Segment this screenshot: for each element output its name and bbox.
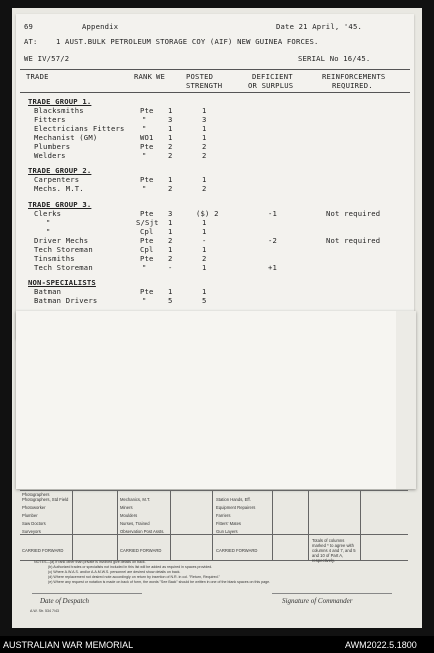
trade-cell: Tinsmiths xyxy=(34,254,75,263)
group-title: TRADE GROUP 2. xyxy=(28,166,92,175)
form-rule xyxy=(20,534,408,535)
rank-cell: S/Sjt xyxy=(136,218,159,227)
note-line: (d) Where replacement not desired note accordingly on return by insertion of N.R. in col. "Return, Required." xyxy=(48,575,220,579)
appendix-code: 69 xyxy=(24,22,34,31)
posted-cell: 1 xyxy=(202,287,207,296)
we-cell: 1 xyxy=(168,175,173,184)
we-cell: 1 xyxy=(168,227,173,236)
form-item: Equipment Repairers xyxy=(216,505,256,510)
form-divider xyxy=(360,490,361,560)
rank-cell: Cpl xyxy=(140,245,154,254)
posted-cell: 1 xyxy=(202,124,207,133)
form-item: Photoworker xyxy=(22,505,46,510)
deficient-cell: -1 xyxy=(268,209,278,218)
we-cell: 2 xyxy=(168,151,173,160)
trade-cell: " xyxy=(46,218,51,227)
col-deficient-2: OR SURPLUS xyxy=(248,81,294,90)
printed-form xyxy=(20,490,410,566)
trade-cell: " xyxy=(46,227,51,236)
archive-credit: AUSTRALIAN WAR MEMORIAL xyxy=(3,640,134,650)
form-item: Nurses, Trained xyxy=(120,521,150,526)
col-reinforcements: REINFORCEMENTS xyxy=(322,72,386,81)
trade-cell: Mechanist (GM) xyxy=(34,133,98,142)
appendix-label: Appendix xyxy=(82,22,119,31)
posted-cell: 2 xyxy=(202,254,207,263)
note-line: (b) Authorized trades or specialists not included in this list will be added as required in spaces provided. xyxy=(48,565,213,569)
paper-fold xyxy=(396,311,416,489)
posted-cell: 1 xyxy=(202,175,207,184)
form-item: Gun Layers xyxy=(216,529,238,534)
rank-cell: Pte xyxy=(140,175,154,184)
trade-cell: Plumbers xyxy=(34,142,71,151)
form-rule xyxy=(20,490,408,491)
form-item: Observation Post Assts. xyxy=(120,529,165,534)
form-item: Farriers xyxy=(216,513,231,518)
col-deficient: DEFICIENT xyxy=(252,72,293,81)
posted-cell: 1 xyxy=(202,245,207,254)
col-trade: TRADE xyxy=(26,72,49,81)
posted-cell: 2 xyxy=(202,142,207,151)
carried-forward-label: CARRIED FORWARD xyxy=(216,548,258,553)
col-reinforcements-2: REQUIRED. xyxy=(332,81,373,90)
form-item: Photographers xyxy=(22,492,50,497)
rank-cell: Cpl xyxy=(140,227,154,236)
we-cell: 2 xyxy=(168,142,173,151)
form-item: Mechanics, M.T. xyxy=(120,497,151,502)
we-cell: 1 xyxy=(168,124,173,133)
unit-name: 1 AUST.BULK PETROLEUM STORAGE COY (AIF) NEW GUINEA FORCES. xyxy=(56,37,319,46)
trade-cell: Electricians Fitters xyxy=(34,124,125,133)
trade-cell: Batman xyxy=(34,287,62,296)
trade-cell: Tech Storeman xyxy=(34,245,93,254)
we-cell: 3 xyxy=(168,115,173,124)
posted-cell: 1 xyxy=(202,133,207,142)
rank-cell: Pte xyxy=(140,106,154,115)
trade-cell: Tech Storeman xyxy=(34,263,93,272)
note-line: (e) Where any request or notation is made on back of form, the words "See Back" should be written in one of the blank spaces on this page. xyxy=(48,580,271,584)
form-code: A.W. Str. 534 7/43 xyxy=(30,609,59,613)
we-cell: - xyxy=(168,263,173,272)
trade-cell: Clerks xyxy=(34,209,62,218)
posted-cell: 1 xyxy=(202,218,207,227)
trade-cell: Carpenters xyxy=(34,175,80,184)
note-line: (c) Where A.W.A.S. and/or A.A.M.W.S. personnel are desired show details on back. xyxy=(48,570,181,574)
group-title: NON-SPECIALISTS xyxy=(28,278,96,287)
despatch-line xyxy=(32,593,142,594)
typed-sheet xyxy=(16,14,414,339)
overlay-paper xyxy=(16,311,416,489)
signature-line xyxy=(272,593,392,594)
trade-cell: Welders xyxy=(34,151,66,160)
form-divider xyxy=(308,490,309,560)
serial-number: SERIAL No 16/45. xyxy=(298,54,371,63)
rank-cell: " xyxy=(142,151,147,160)
rank-cell: Pte xyxy=(140,236,154,245)
form-divider xyxy=(272,490,273,560)
form-item: Photographers, Std Field xyxy=(22,497,69,502)
rank-cell: Pte xyxy=(140,287,154,296)
posted-cell: 1 xyxy=(202,227,207,236)
trade-cell: Mechs. M.T. xyxy=(34,184,84,193)
form-item: Saw Doctors xyxy=(22,521,46,526)
col-posted: POSTED xyxy=(186,72,214,81)
unit-prefix: AT: xyxy=(24,37,38,46)
posted-cell: 2 xyxy=(202,184,207,193)
we-cell: 1 xyxy=(168,218,173,227)
posted-cell: 1 xyxy=(202,106,207,115)
note-line: NOTES—(a) If rank other than private is involved give details on back. xyxy=(34,560,146,564)
we-cell: 2 xyxy=(168,254,173,263)
rank-cell: WO1 xyxy=(140,133,154,142)
group-title: TRADE GROUP 3. xyxy=(28,200,92,209)
form-divider xyxy=(117,490,118,560)
rank-cell: " xyxy=(142,115,147,124)
posted-cell: 2 xyxy=(202,151,207,160)
form-item: Station Hands, Eff. xyxy=(216,497,251,502)
carried-forward-label: CARRIED FORWARD xyxy=(22,548,64,553)
form-item: Fitters' Mates xyxy=(216,521,241,526)
signature-label: Signature of Commander xyxy=(282,597,353,605)
rank-cell: Pte xyxy=(140,254,154,263)
header-rule xyxy=(20,69,410,70)
header-rule-bottom xyxy=(20,92,410,93)
posted-cell: 5 xyxy=(202,296,207,305)
form-divider xyxy=(72,490,73,560)
report-date: Date 21 April, '45. xyxy=(276,22,363,31)
we-cell: 1 xyxy=(168,106,173,115)
form-item: Surveyors xyxy=(22,529,41,534)
required-cell: Not required xyxy=(326,209,381,218)
form-item: Miners xyxy=(120,505,133,510)
trade-cell: Driver Mechs xyxy=(34,236,89,245)
required-cell: Not required xyxy=(326,236,381,245)
we-cell: 2 xyxy=(168,236,173,245)
group-title: TRADE GROUP 1. xyxy=(28,97,92,106)
trade-cell: Batman Drivers xyxy=(34,296,98,305)
rank-cell: Pte xyxy=(140,142,154,151)
rank-cell: " xyxy=(142,296,147,305)
we-cell: 1 xyxy=(168,245,173,254)
form-item: Plumber xyxy=(22,513,38,518)
we-cell: 2 xyxy=(168,184,173,193)
we-cell: 3 xyxy=(168,209,173,218)
trade-cell: Fitters xyxy=(34,115,66,124)
posted-cell: ($) 2 xyxy=(196,209,219,218)
col-posted-2: STRENGTH xyxy=(186,81,223,90)
date-of-despatch-label: Date of Despatch xyxy=(40,597,89,605)
rank-cell: " xyxy=(142,184,147,193)
col-we: WE xyxy=(156,72,166,81)
rank-cell: " xyxy=(142,124,147,133)
document-page xyxy=(12,8,422,628)
we-cell: 5 xyxy=(168,296,173,305)
deficient-cell: -2 xyxy=(268,236,278,245)
rank-cell: " xyxy=(142,263,147,272)
form-divider xyxy=(212,490,213,560)
posted-cell: 1 xyxy=(202,263,207,272)
we-cell: 1 xyxy=(168,133,173,142)
we-reference: WE IV/57/2 xyxy=(24,54,70,63)
trade-cell: Blacksmiths xyxy=(34,106,84,115)
form-divider xyxy=(170,490,171,560)
we-cell: 1 xyxy=(168,287,173,296)
posted-cell: 3 xyxy=(202,115,207,124)
carried-forward-label: CARRIED FORWARD xyxy=(120,548,162,553)
posted-cell: - xyxy=(202,236,207,245)
rank-cell: Pte xyxy=(140,209,154,218)
deficient-cell: +1 xyxy=(268,263,278,272)
totals-note: Totals of columns marked * to agree with columns 4 and 7, and 5 and 10 of Part A, respectively. xyxy=(312,538,356,563)
archive-reference: AWM2022.5.1800 xyxy=(345,640,417,650)
col-rank: RANK xyxy=(134,72,153,81)
form-item: Moulders xyxy=(120,513,138,518)
